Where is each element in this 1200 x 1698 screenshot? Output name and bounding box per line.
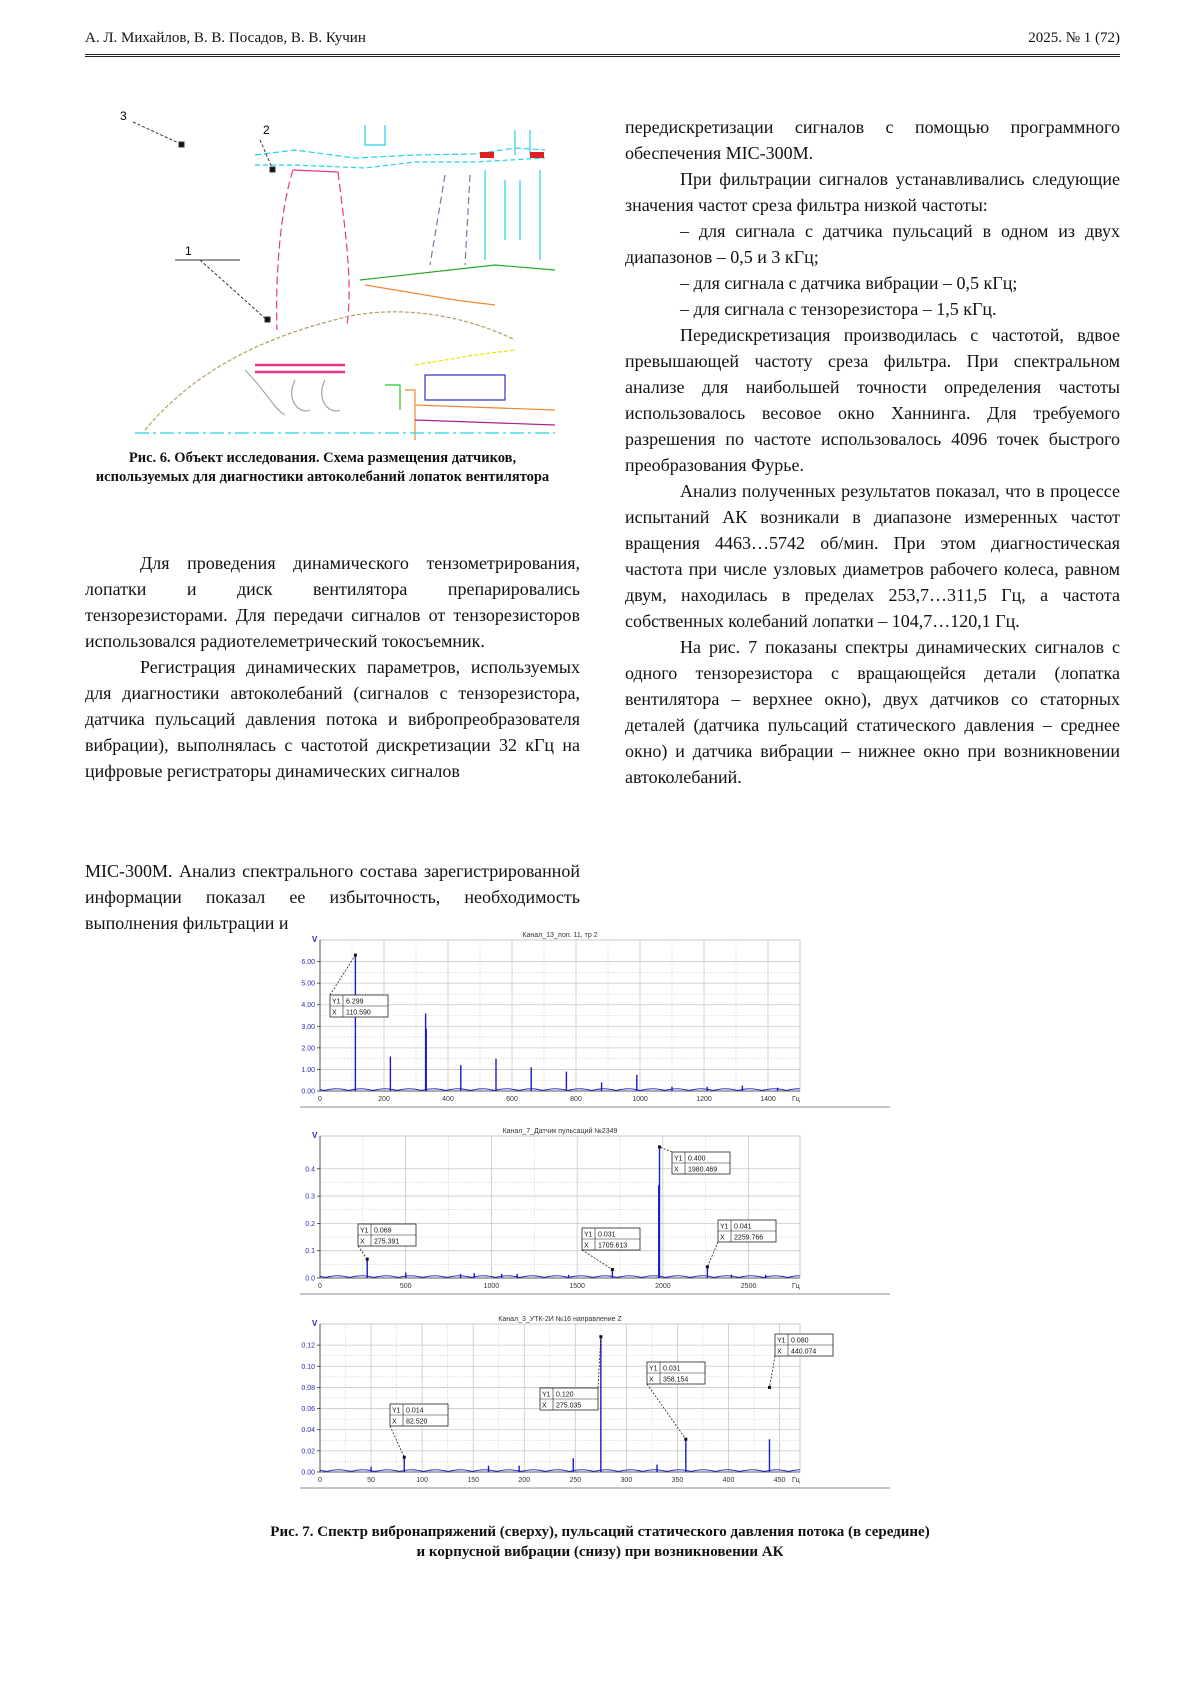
readout-x-label: X — [720, 1234, 725, 1242]
x-tick-label: 2500 — [740, 1283, 757, 1290]
readout-x-value: 275.035 — [556, 1402, 582, 1410]
x-unit-label: Гц — [792, 1096, 800, 1103]
x-unit-label: Гц — [792, 1283, 800, 1290]
y-tick-label: 0.00 — [301, 1088, 315, 1096]
x-tick-label: 800 — [570, 1096, 582, 1103]
y-tick-label: 0.02 — [301, 1448, 315, 1456]
x-tick-label: 400 — [442, 1096, 454, 1103]
readout-x-label: X — [674, 1166, 679, 1174]
figure-6-schematic — [115, 110, 555, 440]
readout-y-label: Y1 — [649, 1365, 658, 1373]
header-rule — [85, 54, 1120, 57]
cursor-readout — [718, 1220, 776, 1242]
y-tick-label: 0.0 — [305, 1275, 315, 1283]
paragraph: Анализ полученных результатов показал, что в процессе испытаний АК возникали в диапазоне измеренных частот вращения 4463…5742 об/мин. При этом диагностическая частота при числе узловых диаметров рабочего колеса, равном двум, находилась в пределах 253,7…311,5 Гц, а частота собственных колебаний лопатки – 104,7…120,1 Гц. — [625, 481, 1120, 631]
cursor-readout — [540, 1388, 598, 1410]
readout-y-label: Y1 — [392, 1407, 401, 1415]
x-tick-label: 1500 — [569, 1283, 585, 1290]
chart-title: Канал_3_УТК-2И №16 направление Z — [498, 1316, 622, 1323]
paragraph: При фильтрации сигналов устанавливались следующие значения частот среза фильтра низкой частоты: — [625, 169, 1120, 215]
x-tick-label: 2000 — [655, 1283, 671, 1290]
y-tick-label: 0.4 — [305, 1166, 315, 1174]
paragraph: На рис. 7 показаны спектры динамических сигналов с одного тензорезистора с вращающейся детали (лопатка вентилятора – верхнее окно), двух датчиков со статорных деталей (датчика пульсаций статического давления – среднее окно) и датчика вибрации – нижнее окно при возникновении автоколебаний. — [625, 637, 1120, 787]
readout-y-value: 0.069 — [374, 1227, 392, 1235]
cursor-readout — [390, 1404, 448, 1426]
readout-x-label: X — [332, 1009, 337, 1017]
callout-marker — [403, 1456, 406, 1459]
list-item: – для сигнала с датчика пульсаций в одном из двух диапазонов – 0,5 и 3 кГц; — [625, 221, 1120, 267]
x-unit-label: Гц — [792, 1477, 800, 1484]
y-tick-label: 3.00 — [301, 1023, 315, 1031]
y-axis-label: V — [312, 1319, 318, 1328]
readout-x-label: X — [360, 1238, 365, 1246]
x-tick-label: 200 — [518, 1477, 531, 1484]
cursor-readout — [775, 1334, 833, 1356]
callout-marker — [658, 1145, 661, 1148]
readout-y-label: Y1 — [674, 1155, 683, 1163]
callout-marker — [611, 1268, 614, 1271]
callout-marker — [366, 1258, 369, 1261]
readout-x-label: X — [392, 1418, 397, 1426]
paragraph: MIC-300M. Анализ спектрального состава зарегистрированной информации показал ее избыточность, необходимость выполнения фильтрации и — [85, 861, 580, 933]
y-tick-label: 0.1 — [305, 1248, 315, 1256]
y-tick-label: 4.00 — [301, 1002, 315, 1010]
paragraph: Регистрация динамических параметров, используемых для диагностики автоколебаний (сигналов с тензорезистора, датчика пульсаций давления потока и вибропреобразователя вибрации), выполнялась с частотой дискретизации 32 кГц на цифровые регистраторы динамических сигналов — [85, 657, 580, 781]
cursor-readout — [672, 1152, 730, 1174]
cursor-readout — [582, 1228, 640, 1250]
readout-y-label: Y1 — [720, 1223, 729, 1231]
readout-x-value: 1705.613 — [598, 1242, 628, 1250]
y-tick-label: 0.06 — [301, 1406, 315, 1414]
figure-7-caption-line-1: Рис. 7. Спектр вибронапряжений (сверху), пульсаций статического давления потока (в середине) — [270, 1524, 930, 1540]
label-1: 1 — [185, 244, 192, 258]
callout-marker — [354, 954, 357, 957]
y-tick-label: 0.04 — [301, 1427, 315, 1435]
left-column-top — [85, 550, 580, 784]
callout-marker — [599, 1335, 602, 1338]
readout-y-label: Y1 — [360, 1227, 369, 1235]
x-tick-label: 450 — [773, 1477, 786, 1484]
chart-panel — [300, 1316, 890, 1488]
readout-x-value: 440.074 — [791, 1348, 817, 1356]
x-tick-label: 500 — [399, 1283, 412, 1290]
readout-y-value: 0.031 — [598, 1231, 616, 1239]
y-axis-label: V — [312, 1131, 318, 1140]
label-2: 2 — [263, 123, 270, 137]
x-tick-label: 1000 — [632, 1096, 648, 1103]
x-tick-label: 1200 — [696, 1096, 712, 1103]
readout-x-label: X — [584, 1242, 589, 1250]
readout-y-label: Y1 — [777, 1337, 786, 1345]
readout-y-value: 0.400 — [688, 1155, 706, 1163]
x-tick-label: 150 — [467, 1477, 480, 1484]
readout-x-value: 275.391 — [374, 1238, 400, 1246]
x-tick-label: 400 — [722, 1477, 735, 1484]
readout-x-value: 110.590 — [346, 1009, 371, 1017]
header-issue: 2025. № 1 (72) — [1028, 30, 1120, 46]
header-authors: А. Л. Михайлов, В. В. Посадов, В. В. Кучин — [85, 30, 366, 46]
y-tick-label: 0.2 — [305, 1220, 315, 1228]
chart-panel — [300, 1127, 890, 1294]
cursor-readout — [330, 995, 388, 1017]
x-tick-label: 350 — [671, 1477, 684, 1484]
x-tick-label: 1400 — [760, 1096, 776, 1103]
x-tick-label: 0 — [318, 1283, 322, 1290]
paragraph: передискретизации сигналов с помощью программного обеспечения MIC-300M. — [625, 117, 1120, 163]
right-column — [625, 114, 1120, 790]
y-tick-label: 2.00 — [301, 1045, 315, 1053]
chart-title: Канал_7_Датчик пульсаций №2349 — [502, 1128, 618, 1135]
readout-y-value: 0.120 — [556, 1391, 574, 1399]
running-header — [85, 28, 1120, 56]
chart-panel — [300, 932, 890, 1107]
callout-marker — [706, 1265, 709, 1268]
y-tick-label: 0.3 — [305, 1193, 315, 1201]
label-3: 3 — [120, 110, 127, 123]
readout-x-value: 1980.469 — [688, 1166, 718, 1174]
x-tick-label: 200 — [378, 1096, 390, 1103]
x-tick-label: 0 — [318, 1096, 322, 1103]
readout-y-value: 0.014 — [406, 1407, 424, 1415]
readout-x-label: X — [542, 1402, 547, 1410]
y-tick-label: 5.00 — [301, 980, 315, 988]
x-tick-label: 300 — [620, 1477, 633, 1484]
figure-6-caption: Рис. 6. Объект исследования. Схема размещения датчиков, используемых для диагностики автоколебаний лопаток вентилятора — [95, 450, 550, 485]
x-tick-label: 100 — [416, 1477, 428, 1484]
figure-7-caption — [150, 1522, 1050, 1562]
figure-7-spectra — [300, 928, 890, 1508]
y-axis-label: V — [312, 935, 318, 944]
callout-marker — [684, 1438, 687, 1441]
y-tick-label: 6.00 — [301, 959, 315, 967]
figure-7-caption-line-2: и корпусной вибрации (снизу) при возникновении АК — [416, 1544, 784, 1560]
readout-y-value: 0.080 — [791, 1337, 809, 1345]
readout-y-label: Y1 — [332, 998, 341, 1006]
cursor-readout — [647, 1362, 705, 1384]
readout-y-value: 0.031 — [663, 1365, 681, 1373]
readout-y-label: Y1 — [542, 1391, 551, 1399]
x-tick-label: 1000 — [483, 1283, 500, 1290]
list-item: – для сигнала с тензорезистора – 1,5 кГц. — [680, 299, 997, 319]
x-tick-label: 50 — [367, 1477, 375, 1484]
left-column-bottom — [85, 858, 580, 936]
y-tick-label: 0.08 — [301, 1384, 315, 1392]
readout-y-label: Y1 — [584, 1231, 593, 1239]
readout-x-label: X — [649, 1376, 654, 1384]
chart-title: Канал_13_лоп. 11, тр 2 — [522, 932, 598, 939]
readout-x-label: X — [777, 1348, 782, 1356]
readout-x-value: 358.154 — [663, 1376, 689, 1384]
list-item: – для сигнала с датчика вибрации – 0,5 кГц; — [680, 273, 1018, 293]
readout-x-value: 2259.766 — [734, 1234, 764, 1242]
x-tick-label: 600 — [506, 1096, 518, 1103]
y-tick-label: 0.12 — [301, 1342, 315, 1350]
paragraph: Передискретизация производилась с частотой, вдвое превышающей частоту среза фильтра. При спектральном анализе для наибольшей точности определения частоты использовалось весовое окно Ханнинга. Для требуемого разрешения по частоте использовалось 4096 точек быстрого преобразования Фурье. — [625, 325, 1120, 475]
cursor-readout — [358, 1224, 416, 1246]
x-tick-label: 0 — [318, 1477, 322, 1484]
y-tick-label: 1.00 — [301, 1066, 315, 1074]
x-tick-label: 250 — [569, 1477, 582, 1484]
y-tick-label: 0.10 — [301, 1363, 315, 1371]
readout-x-value: 82.520 — [406, 1418, 428, 1426]
readout-y-value: 0.041 — [734, 1223, 752, 1231]
y-tick-label: 0.00 — [301, 1469, 315, 1477]
paragraph: Для проведения динамического тензометрирования, лопатки и диск вентилятора препарировались тензорезисторами. Для передачи сигналов от тензорезисторов использовался радиотелеметрический токосъемник. — [85, 553, 580, 651]
readout-y-value: 6.299 — [346, 998, 364, 1006]
callout-marker — [768, 1386, 771, 1389]
